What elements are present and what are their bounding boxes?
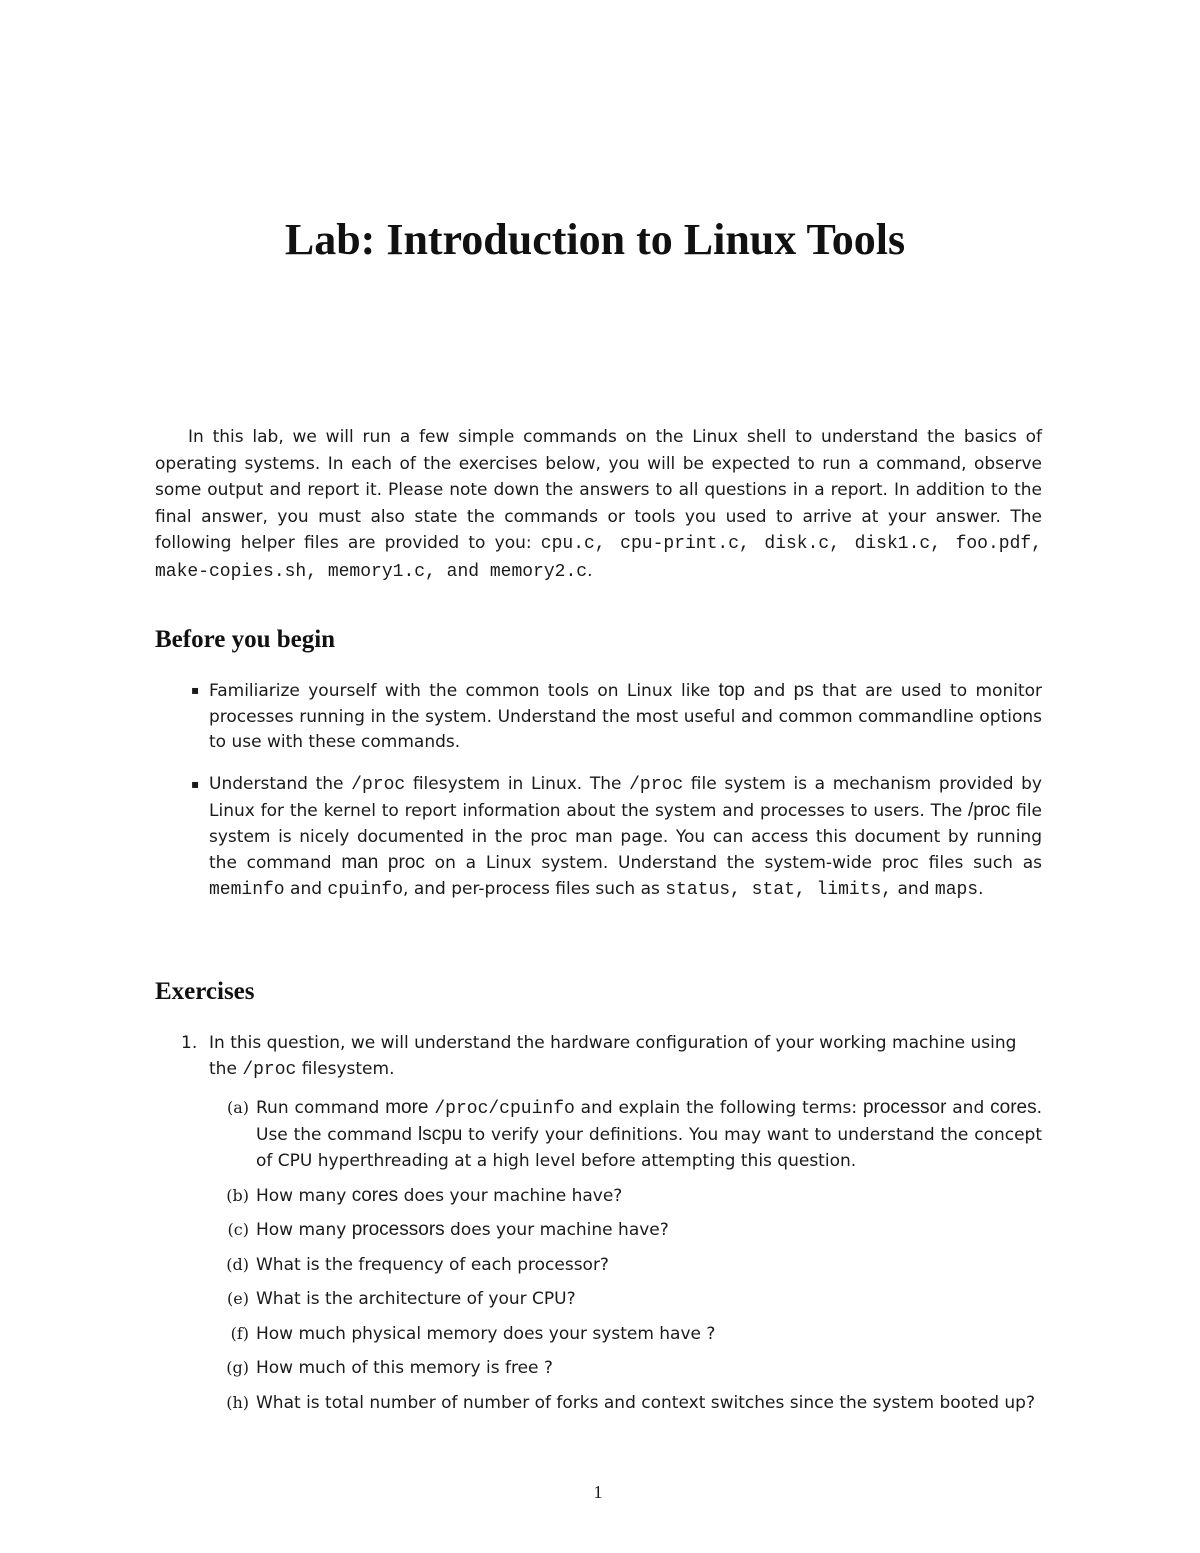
bullet-text: Familiarize yourself with the common tools on Linux like: [209, 681, 719, 701]
bullet-icon: ▪: [191, 683, 200, 697]
sub-question-text: does your machine have?: [444, 1220, 669, 1240]
sub-question-label: (h): [226, 1392, 249, 1412]
intro-text: In this lab, we will run a few simple commands on the Linux shell to understand the basics of operating systems. In each of the exercises below, you will be expected to run a command, observe some output and report it. Please note down the answers to all questions in a report. In addition to the final answer, you must also state the commands or tools you used to arrive at your answer. The following helper files are provided to you:: [155, 427, 1042, 553]
bullet-text: on a Linux system. Understand the system-wide proc files such as: [424, 853, 1042, 873]
sub-question-e: [209, 1286, 1042, 1312]
bullet-icon: ▪: [191, 776, 200, 791]
intro-paragraph: [155, 424, 1042, 585]
exercise-number: 1.: [181, 1033, 198, 1053]
per-process-files: status, stat, limits,: [665, 879, 893, 900]
command-top: top: [718, 680, 745, 701]
file-maps: maps: [934, 879, 979, 900]
sub-question-h: [209, 1390, 1042, 1416]
bullet-text: , and per-process files such as: [403, 878, 666, 899]
sub-question-label: (a): [226, 1098, 249, 1117]
sub-question-text: What is the frequency of each processor?: [256, 1254, 609, 1275]
path-proc: /proc: [968, 800, 1011, 821]
bullet-item-proc: [155, 772, 1042, 904]
sub-question-c: [209, 1217, 1042, 1243]
sub-question-list: [209, 1095, 1042, 1416]
bullet-text: that are used to monitor processes running in the system. Understand the most useful and common commandline options to use with these commands.: [209, 681, 1042, 752]
bullet-text: and: [284, 878, 328, 899]
path-proc: /proc: [629, 774, 684, 795]
exercises-list: [155, 1030, 1042, 1424]
before-you-begin-list: [155, 678, 1042, 919]
bullet-item-tools: [155, 678, 1042, 756]
intro-end: .: [587, 560, 593, 581]
page-title: Lab: Introduction to Linux Tools: [284, 215, 906, 264]
command-ps: ps: [793, 680, 814, 701]
sub-question-label: (f): [230, 1323, 249, 1343]
sub-question-d: [209, 1252, 1042, 1278]
sub-question-text: to verify your definitions. You may want to understand the concept of CPU hyperthreading at a high level before attempting this question.: [256, 1125, 1042, 1171]
sub-question-label: (d): [226, 1254, 249, 1274]
sub-question-label: (e): [227, 1289, 249, 1308]
sub-question-text: . Use the command: [256, 1098, 1042, 1145]
path-proc: /proc: [351, 774, 406, 795]
sub-question-label: (b): [226, 1185, 249, 1205]
bullet-text: .: [978, 878, 984, 899]
file-meminfo: meminfo: [209, 879, 285, 900]
page-number: 1: [593, 1482, 603, 1502]
bullet-text: file system is nicely documented in the proc man page. You can access this document by running the command: [209, 801, 1043, 873]
command-more: more: [385, 1097, 429, 1118]
exercise-text: In this question, we will understand the hardware configuration of your working machine using the: [209, 1033, 1017, 1079]
exercise-text: filesystem.: [296, 1059, 395, 1079]
sub-question-text: does your machine have?: [398, 1185, 623, 1206]
sub-question-a: [209, 1095, 1042, 1174]
command-lscpu: lscpu: [417, 1124, 463, 1145]
bullet-text: filesystem in Linux. The: [405, 773, 630, 794]
bullet-text: file system is a mechanism provided by Linux for the kernel to report information about the system and processes to users. The: [209, 773, 1042, 821]
term-processor: processor: [862, 1097, 947, 1118]
file-cpuinfo: cpuinfo: [327, 879, 404, 900]
term-cores: cores: [990, 1097, 1037, 1118]
sub-question-f: [209, 1321, 1042, 1347]
section-heading-exercises: Exercises: [155, 978, 255, 1005]
sub-question-label: (g): [226, 1358, 249, 1377]
term-cores: cores: [351, 1184, 399, 1206]
bullet-text: Understand the: [209, 773, 352, 794]
sub-question-label: (c): [227, 1220, 249, 1239]
sub-question-text: How much physical memory does your system have ?: [256, 1323, 716, 1344]
sub-question-text: How much of this memory is free ?: [256, 1358, 553, 1378]
path-proc: /proc: [242, 1060, 297, 1080]
sub-question-text: How many: [256, 1185, 352, 1206]
sub-question-text: and: [946, 1098, 991, 1118]
sub-question-text: What is total number of number of forks and context switches since the system booted up?: [256, 1392, 1035, 1413]
command-man-proc: man proc: [341, 852, 425, 873]
helper-files-list: cpu.c, cpu-print.c, disk.c, disk1.c, foo.pdf, make-copies.sh, memory1.c, and memory2.c: [155, 534, 1042, 582]
bullet-text: and: [744, 681, 794, 701]
path-proc-cpuinfo: /proc/cpuinfo: [434, 1099, 575, 1119]
sub-question-text: Run command: [256, 1098, 386, 1118]
section-heading-before-you-begin: Before you begin: [155, 626, 336, 653]
sub-question-g: [209, 1355, 1042, 1381]
sub-question-text: and explain the following terms:: [574, 1098, 863, 1118]
sub-question-text: What is the architecture of your CPU?: [256, 1289, 576, 1309]
term-processors: processors: [351, 1219, 445, 1240]
sub-question-text: How many: [256, 1220, 352, 1240]
exercise-item-1: [155, 1030, 1042, 1416]
bullet-text: and: [892, 878, 935, 899]
sub-question-b: [209, 1183, 1042, 1209]
